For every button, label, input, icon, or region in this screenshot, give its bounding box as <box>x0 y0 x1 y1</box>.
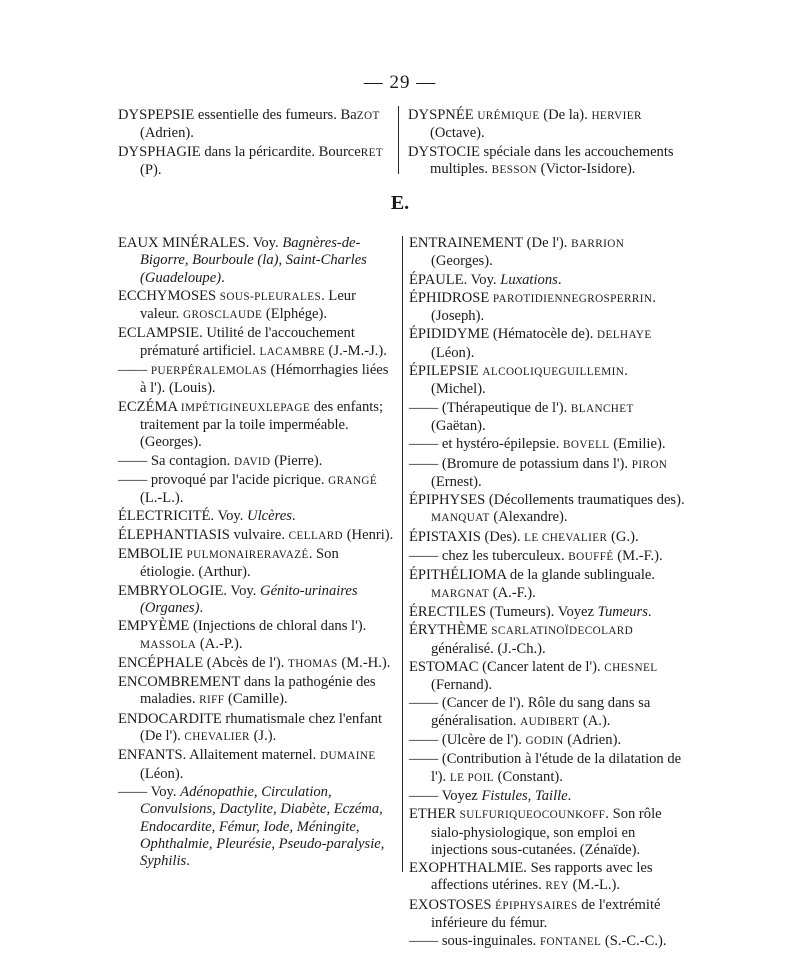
index-entry: —— (Contribution à l'étude de la dilatation de l'). LE POIL (Constant). <box>409 751 682 785</box>
index-entry: —— (Thérapeutique de l'). BLANCHET (Gaëtan). <box>409 399 634 434</box>
index-entry: ÉPAULE. Voy. Luxations. <box>409 271 562 288</box>
index-entry: DYSTOCIE spéciale dans les accouchements multiples. BESSON (Victor-Isidore). <box>408 143 674 177</box>
index-entry: ÉPITHÉLIOMA de la glande sublinguale. MARGNAT (A.-F.). <box>409 567 656 601</box>
index-entry: —— Voyez Fistules, Taille. <box>409 787 572 804</box>
column-divider <box>402 236 403 872</box>
index-entry: ECLAMPSIE. Utilité de l'accouchement prématuré artificiel. LACAMBRE (J.-M.-J.). <box>118 325 387 359</box>
column-divider <box>398 106 399 174</box>
index-entry: ENDOCARDITE rhumatismale chez l'enfant (De l'). CHEVALIER (J.). <box>118 710 383 745</box>
index-entry: ETHER SULFURIQUEOCOUNKOFF. Son rôle sialo-physiologique, son emploi en injections sous-cutanées. (Zénaïde). <box>409 806 662 858</box>
index-entry: —— PUERPÉRALEMOLAS (Hémorrhagies liées à l'). (Louis). <box>118 362 389 397</box>
index-entry: ECCHYMOSES SOUS-PLEURALES. Leur valeur. GROSCLAUDE (Elphége). <box>118 287 356 323</box>
index-entry: ÉPIDIDYME (Hématocèle de). DELHAYE (Léon). <box>409 326 652 361</box>
index-entry: EXOPHTHALMIE. Ses rapports avec les affections utérines. REY (M.-L.). <box>409 860 653 894</box>
index-entry: —— sous-inguinales. FONTANEL (S.-C.-C.). <box>409 933 667 950</box>
index-entry: —— provoqué par l'acide picrique. GRANGÉ (L.-L.). <box>118 471 378 507</box>
index-entry: ESTOMAC (Cancer latent de l'). CHESNEL (Fernand). <box>409 658 658 694</box>
page-number: — 29 — <box>363 72 437 93</box>
index-entry: EMBRYOLOGIE. Voy. Génito-urinaires (Organes). <box>118 582 358 616</box>
index-entry: ENTRAINEMENT (De l'). BARRION (Georges). <box>409 235 625 270</box>
index-entry: ENCOMBREMENT dans la pathogénie des maladies. RIFF (Camille). <box>118 674 376 708</box>
d-entries-right <box>408 107 680 180</box>
section-letter: E. <box>390 192 410 214</box>
index-entry: —— Sa contagion. DAVID (Pierre). <box>118 452 323 469</box>
index-entry: EMBOLIE PULMONAIRERAVAZÉ. Son étiologie. (Arthur). <box>118 546 339 581</box>
index-entry: ÉRECTILES (Tumeurs). Voyez Tumeurs. <box>409 603 652 620</box>
index-entry: —— et hystéro-épilepsie. BOVELL (Emilie). <box>409 436 666 453</box>
index-entry: ÉPIPHYSES (Décollements traumatiques des). MANQUAT (Alexandre). <box>409 492 685 526</box>
d-entries-left <box>118 107 388 180</box>
index-entry: —— (Ulcère de l'). GODIN (Adrien). <box>409 732 622 749</box>
index-entry: ÉRYTHÈME SCARLATINOÏDECOLARD généralisé. (J.-Ch.). <box>409 622 634 657</box>
index-entry: ENFANTS. Allaitement maternel. DUMAINE (Léon). <box>118 747 376 782</box>
index-entry: —— (Cancer de l'). Rôle du sang dans sa généralisation. AUDIBERT (A.). <box>409 695 651 729</box>
index-entry: ÉPHIDROSE PAROTIDIENNEGROSPERRIN. (Joseph). <box>409 289 657 325</box>
index-entry: —— (Bromure de potassium dans l'). PIRON (Ernest). <box>409 455 668 490</box>
index-entry: ECZÉMA IMPÉTIGINEUXLEPAGE des enfants; traitement par la toile imperméable. (Georges). <box>118 398 384 451</box>
index-entry: ENCÉPHALE (Abcès de l'). THOMAS (M.-H.). <box>118 654 391 671</box>
e-entries-left <box>118 235 396 871</box>
index-entry: ÉLEPHANTIASIS vulvaire. CELLARD (Henri). <box>118 526 394 543</box>
e-entries-right <box>409 235 685 953</box>
index-entry: ÉPISTAXIS (Des). LE CHEVALIER (G.). <box>409 528 639 545</box>
index-entry: EAUX MINÉRALES. Voy. Bagnères-de-Bigorre, Bourboule (la), Saint-Charles (Guadeloupe). <box>118 235 367 286</box>
index-entry: DYSPHAGIE dans la péricardite. BourceRET (P). <box>118 143 384 178</box>
index-entry: —— Voy. Adénopathie, Circulation, Convulsions, Dactylite, Diabète, Eczéma, Endocardite, Fémur, Iode, Méningite, Ophthalmie, Pleurésie, Pseudo-paralysie, Syphilis. <box>118 783 385 870</box>
index-entry: EXOSTOSES ÉPIPHYSAIRES de l'extrémité inférieure du fémur. <box>409 896 661 931</box>
index-entry: ÉPILEPSIE ALCOOLIQUEGUILLEMIN. (Michel). <box>409 363 628 398</box>
index-entry: DYSPNÉE URÉMIQUE (De la). HERVIER (Octave). <box>408 107 642 142</box>
index-entry: ÉLECTRICITÉ. Voy. Ulcères. <box>118 508 296 525</box>
index-entry: —— chez les tuberculeux. BOUFFÉ (M.-F.). <box>409 548 663 565</box>
index-entry: DYSPEPSIE essentielle des fumeurs. BaZOT (Adrien). <box>118 107 380 142</box>
index-entry: EMPYÈME (Injections de chloral dans l'). MASSOLA (A.-P.). <box>118 618 367 652</box>
